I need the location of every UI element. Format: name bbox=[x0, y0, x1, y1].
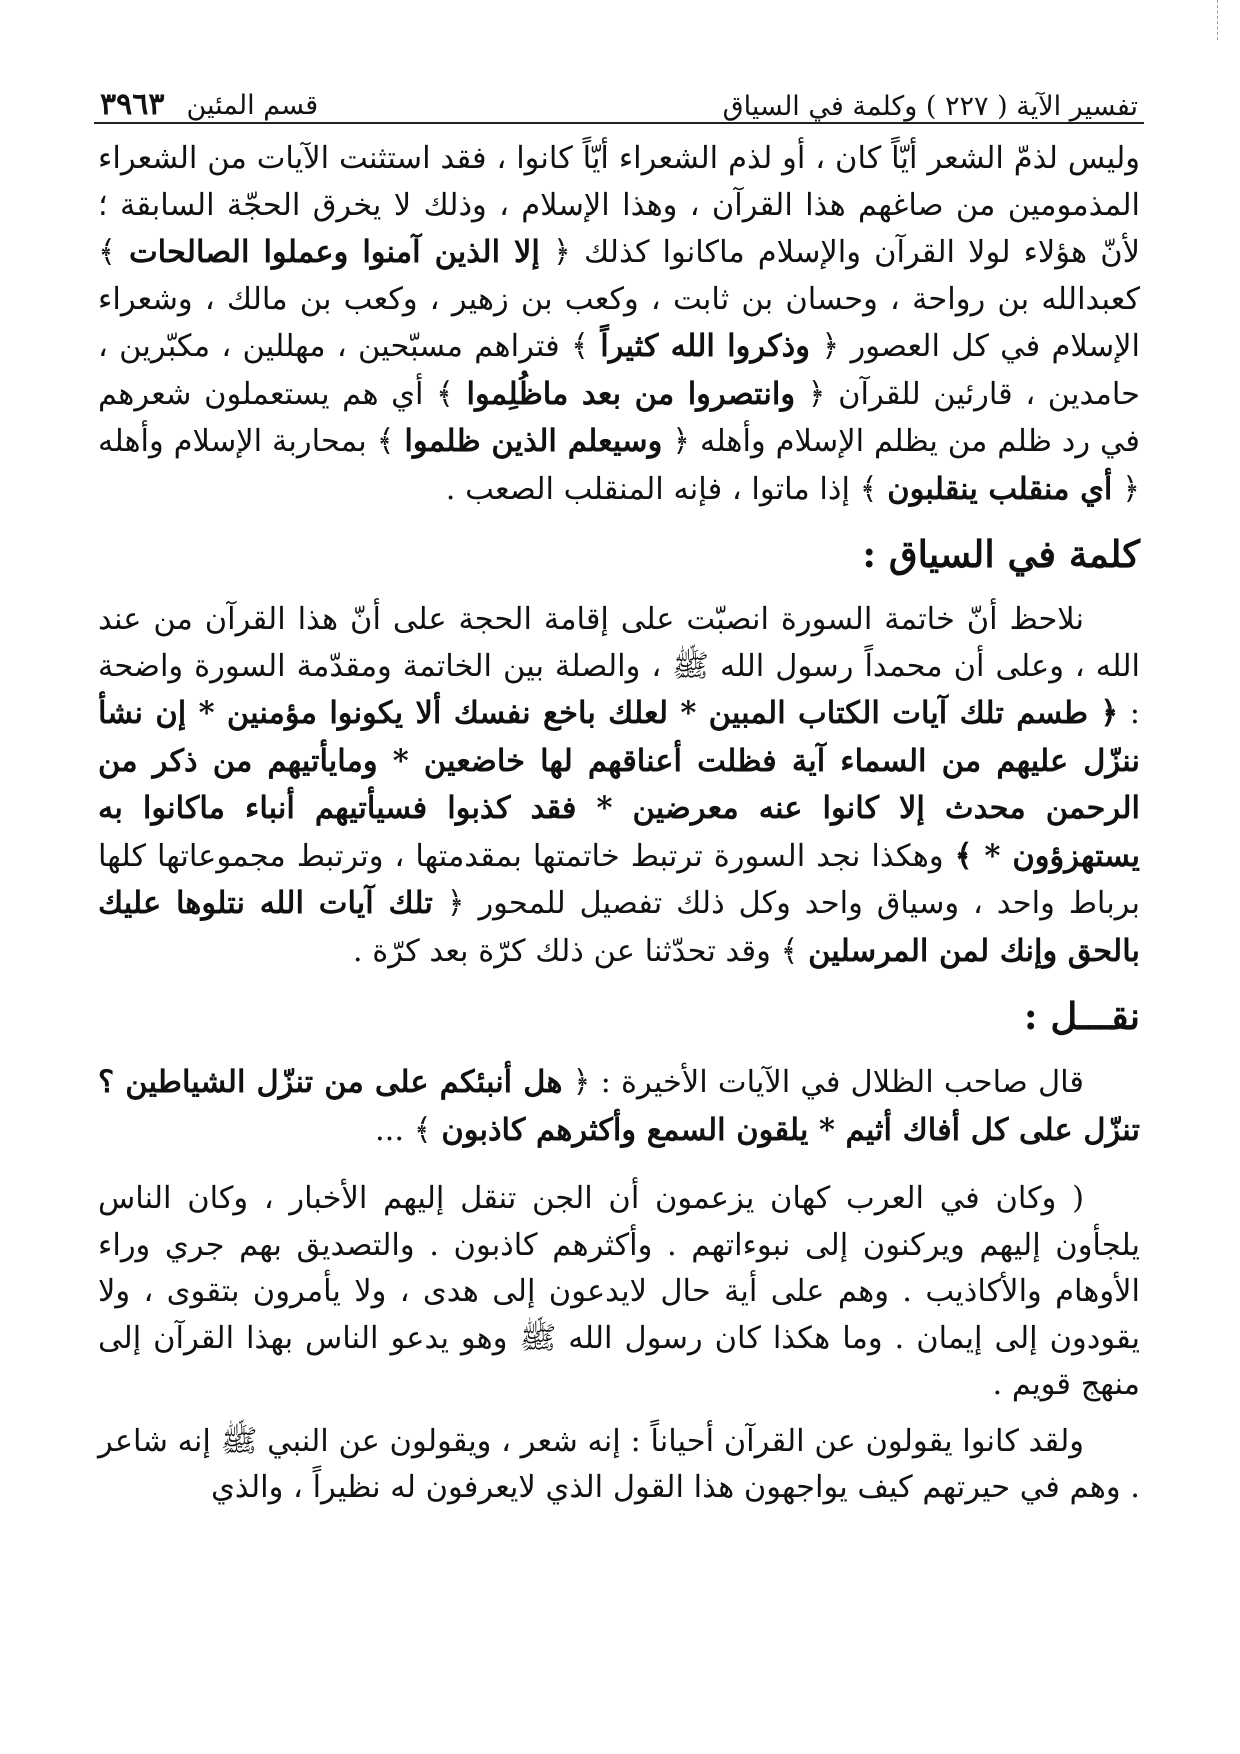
header-title: تفسير الآية ( ٢٢٧ ) وكلمة في السياق bbox=[722, 91, 1138, 122]
text-run: ﴾ فتراهم مسبّحين ، مهللين ، مكبّرين ، حامدين ، قارئين للقرآن ﴿ bbox=[98, 329, 1140, 412]
paragraph-5: ولقد كانوا يقولون عن القرآن أحياناً : إنه شعر ، ويقولون عن النبي ﷺ إنه شاعر . وهم في حيرتهم كيف يواجهون هذا القول الذي لايعرفون له نظيراً ، والذي bbox=[98, 1423, 1140, 1505]
header-left bbox=[100, 87, 318, 122]
text-run: ﴾ كعبدالله بن رواحة ، وحسان بن ثابت ، وكعب بن زهير ، وكعب بن مالك ، وشعراء الإسلام في كل العصور ﴿ bbox=[98, 235, 1141, 364]
paragraph-1 bbox=[98, 136, 1140, 513]
text-run: ﴾ إذا ماتوا ، فإنه المنقلب الصعب . bbox=[445, 471, 878, 507]
section-heading-context: كلمة في السياق : bbox=[862, 532, 1140, 576]
text-run: وليس لذمّ الشعر أيّاً كان ، أو لذم الشعراء أيّاً كانوا ، فقد استثنت الآيات من الشعراء المذمومين من صاغهم هذا القرآن ، وهذا الإسلام ، وذلك لا يخرق الحجّة السابقة ؛ لأنّ هؤلاء لولا القرآن والإسلام ماكانوا كذلك ﴿ bbox=[98, 141, 1141, 270]
paragraph-2 bbox=[98, 597, 1140, 975]
text-run: ﴾ بمحاربة الإسلام وأهله ﴿ bbox=[98, 424, 1140, 507]
paragraph-3 bbox=[98, 1059, 1140, 1154]
book-page bbox=[94, 60, 1144, 1720]
page-edge-mark bbox=[1216, 0, 1218, 40]
text-run: ﴾ أي هم يستعملون شعرهم في رد ظلم من يظلم الإسلام وأهله ﴿ bbox=[98, 376, 1140, 459]
paragraph-4: ( وكان في العرب كهان يزعمون أن الجن تنقل إليهم الأخبار ، وكان الناس يلجأون إليهم ويركنون إلى نبوءاتهم . وأكثرهم كاذبون . والتصديق بهم جري وراء الأوهام والأكاذيب . وهم على أية حال لايدعون إلى هدى ، ولا يأمرون بتقوى ، ولا يقودون إلى إيمان . وما هكذا كان رسول الله ﷺ وهو يدعو الناس بهذا القرآن إلى منهج قويم . bbox=[98, 1181, 1140, 1402]
quran-quote: تلك آيات الله نتلوها عليك بالحق وإنك لمن المرسلين bbox=[98, 885, 1140, 969]
section-heading-quote: نقـــل : bbox=[1023, 994, 1140, 1038]
page-number: ٣٩٦٣ bbox=[100, 87, 165, 122]
quran-quote: إلا الذين آمنوا وعملوا الصالحات bbox=[128, 234, 540, 270]
quran-quote: وانتصروا من بعد ماظُلِموا bbox=[466, 375, 796, 412]
running-header bbox=[94, 60, 1144, 124]
text-run: وهكذا نجد السورة ترتبط خاتمتها بمقدمتها ، وترتبط مجموعاتها كلها برباط واحد ، وسياق واحد وكل ذلك تفصيل للمحور ﴿ bbox=[98, 838, 1140, 921]
quran-quote: وذكروا الله كثيراً bbox=[600, 328, 810, 364]
text-run: نلاحظ أنّ خاتمة السورة انصبّت على إقامة الحجة على أنّ هذا القرآن من عند الله ، وعلى أن محمداً رسول الله ﷺ ، والصلة بين الخاتمة ومقدّمة السورة واضحة : bbox=[98, 602, 1140, 731]
quran-quote: أي منقلب ينقلبون bbox=[887, 470, 1113, 507]
text-run: ﴾ ... bbox=[374, 1112, 432, 1148]
quran-quote: ﴿ طسم تلك آيات الكتاب المبين * لعلك باخع نفسك ألا يكونوا مؤمنين * إن نشأ ننزّل عليهم من السماء آية فظلت أعناقهم لها خاضعين * ومايأتيهم من ذكر من الرحمن محدث إلا كانوا عنه معرضين * فقد كذبوا فسيأتيهم أنباء ماكانوا به يستهزؤون * ﴾ bbox=[98, 695, 1141, 874]
text-run: قال صاحب الظلال في الآيات الأخيرة : ﴿ bbox=[572, 1065, 1085, 1100]
text-run: ﴾ وقد تحدّثنا عن ذلك كرّة بعد كرّة . bbox=[352, 933, 799, 969]
page-body bbox=[94, 124, 1144, 1512]
quran-quote: وسيعلم الذين ظلموا bbox=[404, 423, 663, 459]
quran-quote: هل أنبئكم على من تنزّل الشياطين ؟ تنزّل على كل أفاك أثيم * يلقون السمع وأكثرهم كاذبون bbox=[98, 1064, 1140, 1148]
section-name: قسم المئين bbox=[186, 90, 319, 121]
